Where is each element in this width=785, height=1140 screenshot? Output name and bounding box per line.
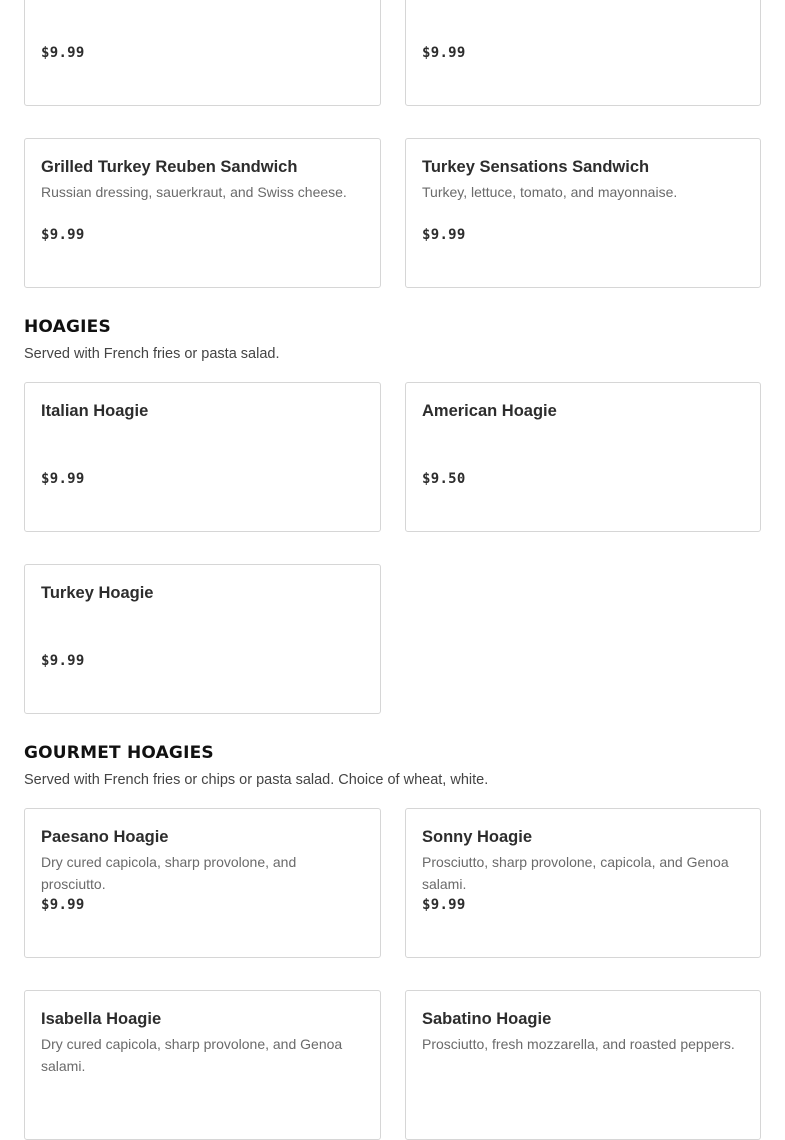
- item-description: Dry cured capicola, sharp provolone, and Genoa salami.: [41, 1036, 343, 1074]
- item-price: $9.99: [41, 653, 85, 669]
- item-description: Dry cured capicola, sharp provolone, and prosciutto.: [41, 854, 297, 892]
- item-price: $9.99: [41, 897, 85, 913]
- item-price: $9.99: [422, 227, 466, 243]
- item-description: Russian dressing, sauerkraut, and Swiss cheese.: [41, 184, 347, 200]
- menu-item-card[interactable]: [24, 382, 381, 532]
- section-title: GOURMET HOAGIES: [24, 743, 214, 763]
- section-subtitle: Served with French fries or chips or pasta salad. Choice of wheat, white.: [24, 772, 489, 788]
- item-description: Turkey, lettuce, tomato, and mayonnaise.: [422, 184, 678, 200]
- menu-item-card[interactable]: [24, 138, 381, 288]
- item-description: Prosciutto, sharp provolone, capicola, and Genoa salami.: [422, 854, 729, 892]
- item-price: $9.99: [41, 227, 85, 243]
- item-price: $9.50: [422, 471, 466, 487]
- item-description: [422, 0, 744, 1]
- gourmet-hoagies-grid: [24, 808, 761, 1140]
- item-name: Turkey Sensations Sandwich: [422, 158, 650, 176]
- item-description: Prosciutto, fresh mozzarella, and roasted peppers.: [422, 1036, 735, 1052]
- item-name: Grilled Turkey Reuben Sandwich: [41, 158, 298, 176]
- menu-item-card[interactable]: [24, 808, 381, 958]
- menu-item-card[interactable]: [24, 990, 381, 1140]
- section-title: HOAGIES: [24, 317, 111, 337]
- menu-item-card[interactable]: [405, 990, 761, 1140]
- item-name: Sabatino Hoagie: [422, 1010, 552, 1028]
- item-name: Isabella Hoagie: [41, 1010, 162, 1028]
- item-price: $9.99: [41, 471, 85, 487]
- menu-item-card[interactable]: [405, 808, 761, 958]
- item-name: American Hoagie: [422, 402, 557, 420]
- menu-item-card[interactable]: [24, 564, 381, 714]
- item-price: $9.99: [422, 897, 466, 913]
- menu-item-card[interactable]: [24, 0, 381, 106]
- item-name: Turkey Hoagie: [41, 584, 154, 602]
- menu-item-card[interactable]: [405, 382, 761, 532]
- hoagies-grid: [24, 382, 761, 714]
- menu-item-card[interactable]: [405, 0, 761, 106]
- section-subtitle: Served with French fries or pasta salad.: [24, 346, 280, 362]
- item-name: Paesano Hoagie: [41, 828, 169, 846]
- gourmet-hoagies-section-header: [24, 740, 761, 790]
- hoagies-section-header: [24, 314, 761, 364]
- menu-item-card[interactable]: [405, 138, 761, 288]
- item-price: $9.99: [422, 45, 466, 61]
- item-description: [41, 0, 364, 1]
- item-price: $9.99: [41, 45, 85, 61]
- item-name: Italian Hoagie: [41, 402, 149, 420]
- sandwiches-grid: [24, 0, 761, 288]
- menu-page: [24, 0, 761, 1140]
- item-name: Sonny Hoagie: [422, 828, 533, 846]
